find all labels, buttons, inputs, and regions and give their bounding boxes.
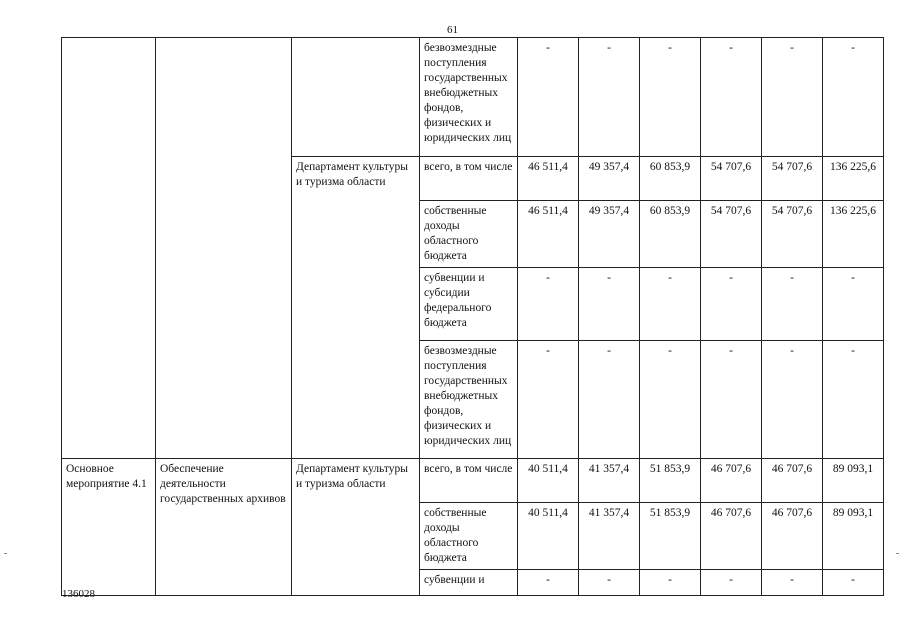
value-cell: - (640, 570, 701, 596)
value-cell: - (762, 38, 823, 157)
value-cell: 89 093,1 (823, 459, 884, 503)
value-cell: - (701, 570, 762, 596)
funding-source-cell: безвозмездные поступления государственных внебюджетных фондов, физических и юридических лиц (420, 38, 518, 157)
executor-cell: Департамент культуры и туризма области (292, 459, 420, 596)
value-cell: 41 357,4 (579, 503, 640, 570)
value-cell: 136 225,6 (823, 157, 884, 201)
funding-source-cell: безвозмездные поступления государственных внебюджетных фондов, физических и юридических лиц (420, 341, 518, 459)
value-cell: - (762, 268, 823, 341)
value-cell: - (579, 268, 640, 341)
value-cell: - (701, 38, 762, 157)
value-cell: 54 707,6 (762, 201, 823, 268)
value-cell: 49 357,4 (579, 201, 640, 268)
funding-source-cell: всего, в том числе (420, 157, 518, 201)
funding-source-cell: субвенции и субсидии федерального бюджета (420, 268, 518, 341)
budget-table (61, 37, 884, 596)
name-cell-empty (156, 38, 292, 459)
funding-source-cell: всего, в том числе (420, 459, 518, 503)
value-cell: - (518, 570, 579, 596)
status-cell: Основное мероприятие 4.1 (62, 459, 156, 596)
value-cell: 60 853,9 (640, 201, 701, 268)
margin-mark-right: - (896, 548, 900, 559)
table-row (62, 38, 884, 157)
value-cell: 54 707,6 (762, 157, 823, 201)
value-cell: - (762, 341, 823, 459)
value-cell: 136 225,6 (823, 201, 884, 268)
value-cell: - (518, 38, 579, 157)
value-cell: 46 707,6 (762, 459, 823, 503)
value-cell: - (518, 268, 579, 341)
measure-name-cell: Обеспечение деятельности государственных архивов (156, 459, 292, 596)
value-cell: - (640, 341, 701, 459)
value-cell: - (823, 341, 884, 459)
value-cell: 49 357,4 (579, 157, 640, 201)
value-cell: 46 707,6 (762, 503, 823, 570)
document-code: 136028 (62, 588, 95, 600)
executor-cell-empty (292, 38, 420, 157)
value-cell: 41 357,4 (579, 459, 640, 503)
value-cell: - (701, 341, 762, 459)
value-cell: 51 853,9 (640, 459, 701, 503)
value-cell: - (579, 570, 640, 596)
value-cell: 54 707,6 (701, 157, 762, 201)
value-cell: 46 511,4 (518, 201, 579, 268)
value-cell: - (579, 38, 640, 157)
executor-cell: Департамент культуры и туризма области (292, 157, 420, 459)
value-cell: - (823, 570, 884, 596)
value-cell: 40 511,4 (518, 503, 579, 570)
value-cell: 54 707,6 (701, 201, 762, 268)
value-cell: 51 853,9 (640, 503, 701, 570)
value-cell: - (579, 341, 640, 459)
margin-mark-left: - (4, 548, 8, 559)
value-cell: 60 853,9 (640, 157, 701, 201)
value-cell: - (823, 268, 884, 341)
value-cell: - (518, 341, 579, 459)
page-number: 61 (447, 24, 458, 36)
value-cell: 46 511,4 (518, 157, 579, 201)
value-cell: 40 511,4 (518, 459, 579, 503)
value-cell: 46 707,6 (701, 459, 762, 503)
funding-source-cell: собственные доходы областного бюджета (420, 503, 518, 570)
value-cell: - (823, 38, 884, 157)
value-cell: 46 707,6 (701, 503, 762, 570)
funding-source-cell: субвенции и (420, 570, 518, 596)
value-cell: - (640, 268, 701, 341)
table-row (62, 459, 884, 503)
status-cell-empty (62, 38, 156, 459)
value-cell: 89 093,1 (823, 503, 884, 570)
value-cell: - (762, 570, 823, 596)
value-cell: - (640, 38, 701, 157)
funding-source-cell: собственные доходы областного бюджета (420, 201, 518, 268)
value-cell: - (701, 268, 762, 341)
